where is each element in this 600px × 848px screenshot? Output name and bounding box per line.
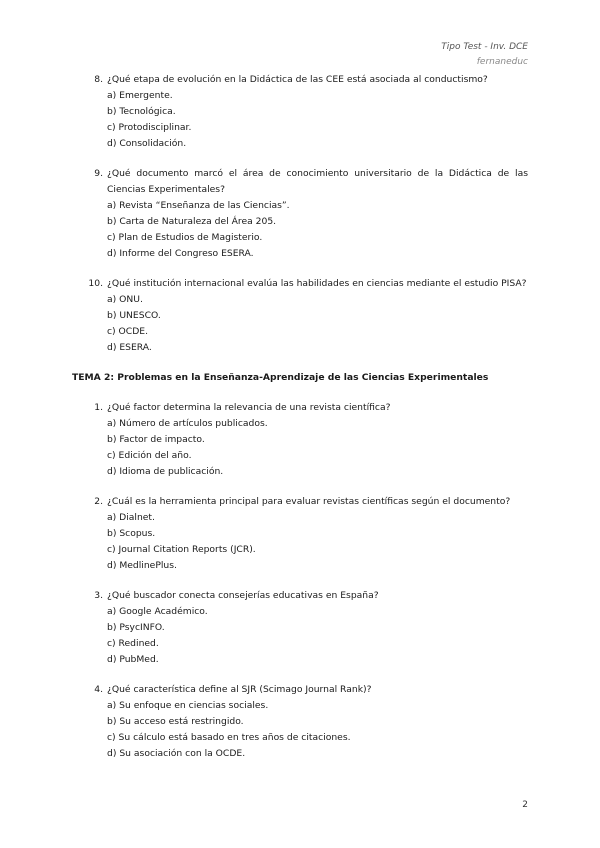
page-content [72, 72, 528, 762]
option-b: b) Carta de Naturaleza del Área 205. [107, 216, 277, 227]
option-d: d) Informe del Congreso ESERA. [107, 248, 254, 259]
question-list-section1 [72, 72, 528, 356]
option-c: c) Edición del año. [107, 450, 192, 461]
question-number: 2. [94, 496, 103, 507]
page-number: 2 [522, 800, 528, 810]
option-list [107, 88, 528, 152]
question-9 [72, 166, 528, 262]
option-b: b) PsycINFO. [107, 622, 165, 633]
option-d: d) PubMed. [107, 654, 159, 665]
option-a: a) Emergente. [107, 90, 173, 101]
option-list [107, 698, 528, 762]
question-number: 1. [94, 402, 103, 413]
option-d: d) Consolidación. [107, 138, 187, 149]
option-c: c) Su cálculo está basado en tres años de citaciones. [107, 732, 351, 743]
option-b: b) Su acceso está restringido. [107, 716, 244, 727]
option-d: d) ESERA. [107, 342, 152, 353]
option-c: c) Protodisciplinar. [107, 122, 192, 133]
option-b: b) Factor de impacto. [107, 434, 205, 445]
option-list [107, 198, 528, 262]
question-4 [72, 682, 528, 762]
option-list [107, 510, 528, 574]
question-text: ¿Qué etapa de evolución en la Didáctica de las CEE está asociada al conductismo? [107, 74, 488, 85]
option-a: a) ONU. [107, 294, 143, 305]
option-c: c) OCDE. [107, 326, 149, 337]
option-d: d) Idioma de publicación. [107, 466, 224, 477]
option-b: b) Tecnológica. [107, 106, 176, 117]
question-text: ¿Qué institución internacional evalúa las habilidades en ciencias mediante el estudio PISA? [107, 278, 527, 289]
question-3 [72, 588, 528, 668]
question-number: 3. [94, 590, 103, 601]
section-heading: TEMA 2: Problemas en la Enseñanza-Aprendizaje de las Ciencias Experimentales [72, 372, 489, 383]
option-b: b) UNESCO. [107, 310, 161, 321]
question-10 [72, 276, 528, 356]
option-d: d) MedlinePlus. [107, 560, 177, 571]
option-d: d) Su asociación con la OCDE. [107, 748, 246, 759]
question-8 [72, 72, 528, 152]
option-list [107, 416, 528, 480]
question-list-section2 [72, 400, 528, 762]
question-1 [72, 400, 528, 480]
question-number: 8. [94, 74, 103, 85]
option-b: b) Scopus. [107, 528, 156, 539]
option-a: a) Google Académico. [107, 606, 208, 617]
question-text: ¿Qué factor determina la relevancia de una revista científica? [107, 402, 391, 413]
header-title: Tipo Test - Inv. DCE [441, 42, 528, 52]
question-text: ¿Qué documento marcó el área de conocimiento universitario de la Didáctica de las Ciencias Experimentales? [107, 168, 528, 195]
option-c: c) Plan de Estudios de Magisterio. [107, 232, 263, 243]
option-list [107, 292, 528, 356]
question-number: 10. [88, 278, 103, 289]
option-a: a) Revista “Enseñanza de las Ciencias”. [107, 200, 290, 211]
option-a: a) Su enfoque en ciencias sociales. [107, 700, 269, 711]
question-number: 9. [94, 168, 103, 179]
page-header [441, 40, 528, 70]
question-number: 4. [94, 684, 103, 695]
option-a: a) Dialnet. [107, 512, 155, 523]
header-author: fernaneduc [476, 57, 528, 67]
question-text: ¿Cuál es la herramienta principal para evaluar revistas científicas según el documento? [107, 496, 511, 507]
option-list [107, 604, 528, 668]
question-text: ¿Qué buscador conecta consejerías educativas en España? [107, 590, 379, 601]
option-c: c) Journal Citation Reports (JCR). [107, 544, 256, 555]
option-a: a) Número de artículos publicados. [107, 418, 268, 429]
option-c: c) Redined. [107, 638, 159, 649]
question-text: ¿Qué característica define al SJR (Scimago Journal Rank)? [107, 684, 372, 695]
question-2 [72, 494, 528, 574]
